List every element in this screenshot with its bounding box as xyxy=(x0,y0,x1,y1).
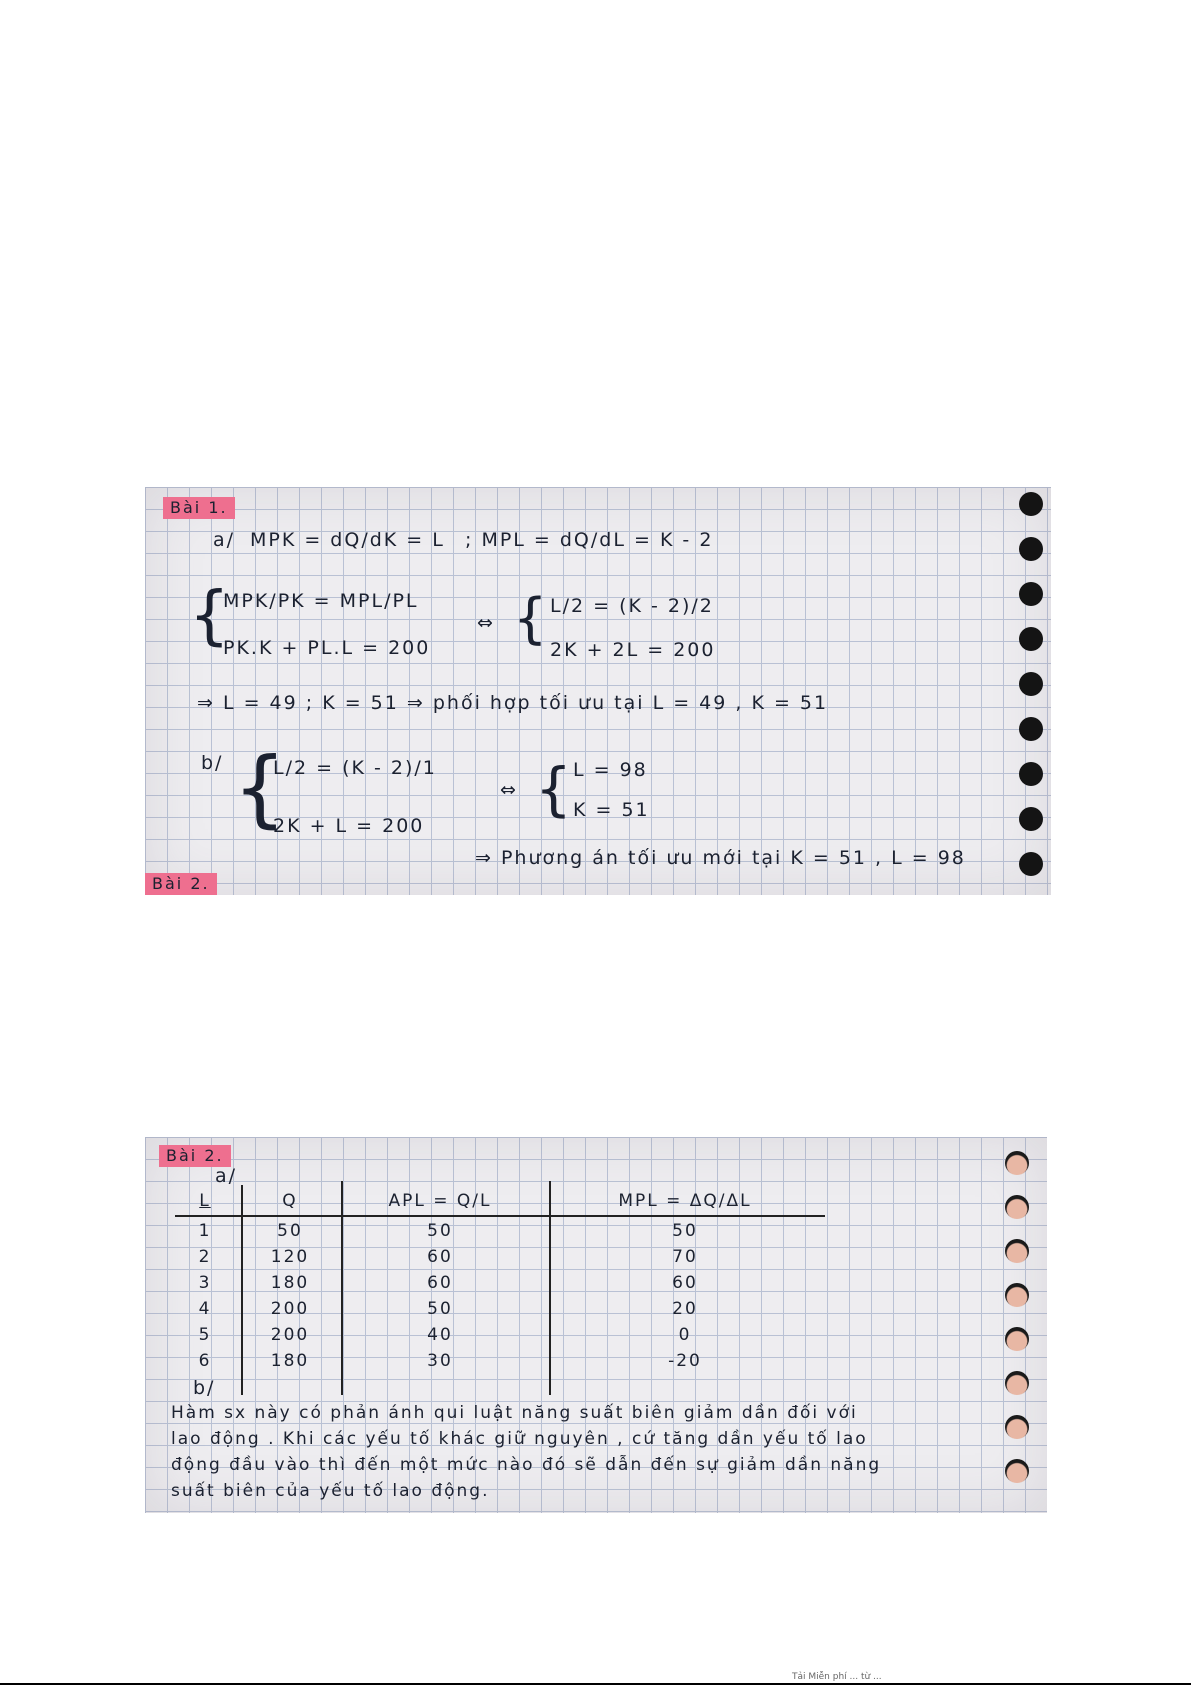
notebook-photo-bai1 xyxy=(145,487,1051,895)
binder-hole xyxy=(1019,582,1043,606)
answer-line: lao động . Khi các yếu tố khác giữ nguyên , cứ tăng dần yếu tố lao xyxy=(171,1429,868,1449)
table-cell: 60 xyxy=(427,1247,453,1267)
binder-hole xyxy=(1019,537,1043,561)
bai2-tag: Bài 2. xyxy=(159,1145,231,1167)
binder-hole xyxy=(1019,852,1043,876)
binder-hole xyxy=(1005,1371,1029,1395)
left-brace-4: { xyxy=(535,755,572,823)
table-cell: 120 xyxy=(270,1247,310,1267)
binder-hole xyxy=(1005,1459,1029,1483)
left-brace-2: { xyxy=(513,587,548,650)
table-cell: 30 xyxy=(427,1351,453,1371)
binder-hole xyxy=(1019,672,1043,696)
left-brace: { xyxy=(189,579,230,653)
table-cell: 40 xyxy=(427,1325,453,1345)
answer-line: động đầu vào thì đến một mức nào đó sẽ dẫn đến sự giảm dần năng xyxy=(171,1455,882,1475)
table-header: Q xyxy=(282,1191,298,1211)
table-header: APL = Q/L xyxy=(388,1191,492,1211)
table-cell: 200 xyxy=(270,1299,310,1319)
solution-l: L = 98 xyxy=(573,759,648,781)
table-header: L xyxy=(199,1191,211,1211)
binder-hole xyxy=(1005,1195,1029,1219)
b-label: b/ xyxy=(201,752,224,774)
table-cell: 3 xyxy=(198,1273,212,1293)
system-eq-1: MPK/PK = MPL/PL xyxy=(223,590,419,612)
binder-hole xyxy=(1005,1239,1029,1263)
system-eq-5: L/2 = (K - 2)/1 xyxy=(273,757,437,779)
answer-line: Hàm sx này có phản ánh qui luật năng suất biên giảm dần đối với xyxy=(171,1403,858,1423)
table-cell: 60 xyxy=(427,1273,453,1293)
table-divider xyxy=(341,1181,343,1395)
result-b: ⇒ Phương án tối ưu mới tại K = 51 , L = 98 xyxy=(475,847,966,869)
footer-text: Tải Miễn phí ... từ ... xyxy=(792,1672,882,1682)
footer-rule xyxy=(0,1683,1191,1685)
binder-hole xyxy=(1005,1415,1029,1439)
table-cell: 50 xyxy=(427,1299,453,1319)
table-cell: 0 xyxy=(678,1325,692,1345)
binder-hole xyxy=(1005,1283,1029,1307)
table-cell: 70 xyxy=(672,1247,698,1267)
result-a: ⇒ L = 49 ; K = 51 ⇒ phối hợp tối ưu tại L = 49 , K = 51 xyxy=(197,692,829,714)
bai2-tag-partial: Bài 2. xyxy=(145,873,217,895)
equiv-arrow-1: ⇔ xyxy=(477,612,495,634)
table-divider xyxy=(549,1181,551,1395)
binder-hole xyxy=(1005,1151,1029,1175)
table-cell: 20 xyxy=(672,1299,698,1319)
binder-hole xyxy=(1019,627,1043,651)
system-eq-4: 2K + 2L = 200 xyxy=(550,639,716,661)
table-cell: 60 xyxy=(672,1273,698,1293)
table-cell: 50 xyxy=(672,1221,698,1241)
binder-hole xyxy=(1019,492,1043,516)
answer-line: suất biên của yếu tố lao động. xyxy=(171,1481,490,1501)
solution-k: K = 51 xyxy=(573,799,650,821)
mpk-equation: MPK = dQ/dK = L xyxy=(250,529,445,551)
system-eq-3: L/2 = (K - 2)/2 xyxy=(550,595,714,617)
table-cell: 200 xyxy=(270,1325,310,1345)
table-cell: -20 xyxy=(668,1351,702,1371)
binder-hole xyxy=(1005,1327,1029,1351)
table-divider xyxy=(241,1185,243,1395)
table-cell: 50 xyxy=(427,1221,453,1241)
notebook-photo-bai2 xyxy=(145,1137,1047,1513)
table-cell: 5 xyxy=(198,1325,212,1345)
table-header: MPL = ΔQ/ΔL xyxy=(618,1191,752,1211)
table-header-rule xyxy=(175,1215,825,1217)
table-cell: 180 xyxy=(270,1351,310,1371)
table-cell: 1 xyxy=(198,1221,212,1241)
left-brace-3: { xyxy=(233,739,287,837)
table-cell: 6 xyxy=(198,1351,212,1371)
table-cell: 50 xyxy=(277,1221,303,1241)
bai1-tag: Bài 1. xyxy=(163,497,235,519)
table-cell: 4 xyxy=(198,1299,212,1319)
a-label: a/ xyxy=(213,529,236,551)
system-eq-6: 2K + L = 200 xyxy=(273,815,425,837)
equiv-arrow-2: ⇔ xyxy=(500,779,518,801)
table-cell: 180 xyxy=(270,1273,310,1293)
system-eq-2: PK.K + PL.L = 200 xyxy=(223,637,431,659)
table-cell: 2 xyxy=(198,1247,212,1267)
a-label: a/ xyxy=(215,1165,238,1187)
binder-hole xyxy=(1019,762,1043,786)
binder-hole xyxy=(1019,807,1043,831)
mpl-equation: ; MPL = dQ/dL = K - 2 xyxy=(465,529,714,551)
b-label: b/ xyxy=(193,1377,216,1399)
binder-hole xyxy=(1019,717,1043,741)
